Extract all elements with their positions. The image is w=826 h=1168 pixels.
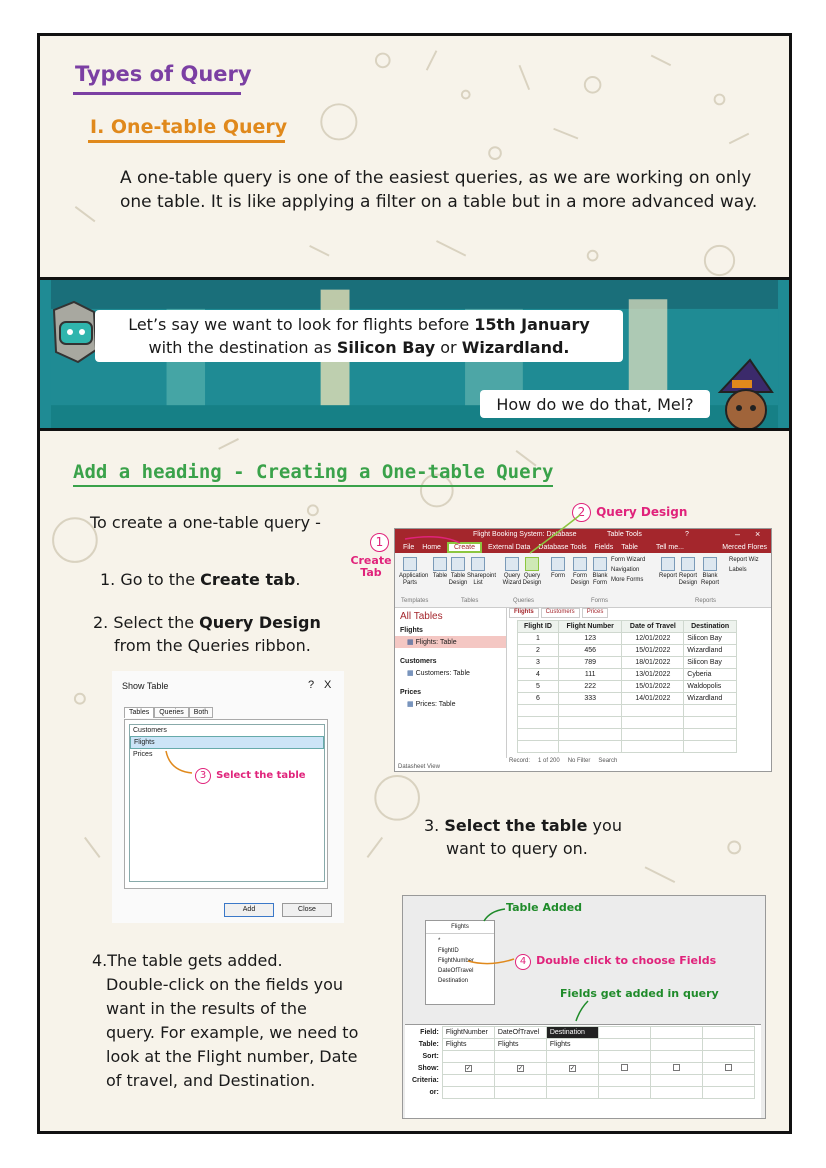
list-item-customers[interactable]: Customers [133, 727, 167, 734]
table-cell[interactable]: Cyberia [684, 669, 737, 681]
step-3-cont: want to query on. [446, 839, 588, 858]
step-4-line: query. For example, we need to [106, 1023, 359, 1042]
bubble-text: or [435, 338, 462, 357]
table-cell[interactable]: 456 [558, 645, 622, 657]
step-bold: Create tab [200, 570, 296, 589]
grid-cell[interactable]: Flights [494, 1039, 546, 1051]
grid-row-label: Field: [420, 1029, 439, 1036]
close-icon[interactable]: × [755, 529, 761, 539]
wizard-avatar [710, 358, 778, 438]
grid-row-label: Show: [417, 1065, 439, 1072]
callout-text: Select the table [216, 770, 306, 781]
table-cell[interactable]: 123 [558, 633, 622, 645]
column-header[interactable]: Destination [684, 621, 737, 633]
column-header[interactable]: Flight ID [518, 621, 559, 633]
step-4-line: Double-click on the fields you [106, 975, 344, 994]
table-cell[interactable]: 2 [518, 645, 559, 657]
grid-cell[interactable]: FlightNumber [442, 1027, 494, 1039]
table-cell[interactable]: Silicon Bay [684, 657, 737, 669]
dialogue-panel [37, 277, 792, 439]
ribbon-small-button[interactable]: More Forms [611, 577, 644, 583]
tab-tables[interactable]: Tables [124, 707, 154, 718]
speech-bubble-wizard: How do we do that, Mel? [480, 390, 710, 418]
field-list-item[interactable]: DateOfTravel [438, 968, 474, 974]
step-4-line: look at the Flight number, Date [106, 1047, 358, 1066]
callout-number: 4 [515, 954, 531, 970]
ribbon-group-label: Reports [695, 598, 717, 604]
table-cell[interactable]: Waldopolis [684, 681, 737, 693]
nav-item-label: Flights: Table [415, 639, 457, 646]
tab-fields[interactable]: Fields [594, 543, 614, 551]
ribbon-label: Form Design [570, 573, 590, 586]
bubble-destination: Wizardland. [461, 338, 570, 357]
table-cell[interactable]: 15/01/2022 [622, 645, 684, 657]
ribbon-group-label: Templates [401, 598, 429, 604]
callout-number: 1 [370, 533, 389, 552]
ribbon-label: Table Design [448, 573, 468, 586]
table-added-label: Table Added [506, 901, 583, 914]
grid-cell[interactable]: DateOfTravel [494, 1027, 546, 1039]
fields-added-label: Fields get added in query [560, 987, 719, 1000]
doc-tab[interactable]: Flights [509, 608, 539, 618]
ribbon-label: Blank Form [592, 573, 608, 586]
table-cell[interactable]: 5 [518, 681, 559, 693]
ribbon-group-label: Tables [461, 598, 479, 604]
ribbon-label: Sharepoint List [467, 573, 497, 586]
grid-row-label: Sort: [422, 1053, 439, 1060]
dialog-title: Show Table [122, 681, 169, 691]
callout-text: Double click to choose Fields [536, 954, 717, 967]
step-4-line: want in the results of the [106, 999, 307, 1018]
tab-table[interactable]: Table [621, 543, 638, 551]
table-cell[interactable]: 13/01/2022 [622, 669, 684, 681]
table-cell[interactable]: 4 [518, 669, 559, 681]
ribbon-group-label: Forms [591, 598, 608, 604]
checkbox-checked-icon[interactable]: ✓ [465, 1066, 471, 1072]
dialog-close-icon[interactable]: X [324, 679, 332, 691]
tab-create[interactable]: Create [449, 544, 480, 551]
grid-cell[interactable]: Flights [442, 1039, 494, 1051]
minimize-icon[interactable]: – [735, 529, 741, 539]
ribbon-small-button[interactable]: Navigation [611, 567, 640, 573]
step-text: . [295, 570, 301, 589]
grid-row-label: Criteria: [412, 1077, 439, 1084]
table-cell[interactable]: Wizardland [684, 693, 737, 705]
grid-cell[interactable]: Flights [546, 1039, 598, 1051]
subtitle-underline [88, 140, 285, 143]
callout-text: Query Design [596, 505, 688, 519]
callout-number: 3 [195, 768, 211, 784]
callout-number: 2 [572, 503, 591, 522]
step-4-line: 4.The table gets added. [92, 951, 283, 970]
table-cell[interactable]: 12/01/2022 [622, 633, 684, 645]
table-cell[interactable]: Silicon Bay [684, 633, 737, 645]
table-cell[interactable]: 789 [558, 657, 622, 669]
help-button[interactable]: ? [685, 531, 689, 538]
bubble-destination: Silicon Bay [336, 338, 436, 357]
page-title: Types of Query [75, 62, 252, 86]
ribbon-label: Form [551, 573, 565, 579]
step-bold: Select the table [444, 816, 588, 835]
ribbon-small-button[interactable]: Report Wiz [729, 557, 759, 563]
nav-item-label: Prices: Table [415, 701, 456, 708]
ribbon-label: Report [658, 573, 677, 579]
ribbon-label: Application Parts [399, 573, 429, 586]
field-list-item[interactable]: FlightNumber [438, 958, 475, 964]
step-4-line: of travel, and Destination. [106, 1071, 316, 1090]
user-name: Merced Flores [722, 543, 767, 551]
doc-tab[interactable]: Customers [541, 608, 580, 618]
search-box[interactable]: Search [598, 758, 618, 764]
tab-both[interactable]: Both [189, 707, 213, 718]
step-text: 1. Go to the [100, 570, 201, 589]
checkbox-checked-icon[interactable]: ✓ [569, 1066, 575, 1072]
bubble-text: Let’s say we want to look for flights before [128, 315, 475, 334]
title-underline [73, 92, 241, 95]
list-item-flights[interactable]: Flights [130, 736, 324, 749]
nav-group[interactable]: Prices [400, 689, 422, 696]
callout-arrows [40, 431, 792, 1134]
intro-panel [37, 33, 792, 283]
intro-paragraph: A one-table query is one of the easiest queries, as we are working on only one table. It is like applying a filter on a table but in a more advanced way. [120, 168, 758, 212]
status-bar-text: Datasheet View [398, 764, 440, 770]
nav-title: All Tables [400, 611, 443, 622]
tab-file[interactable]: File [403, 543, 415, 551]
table-cell[interactable]: 333 [558, 693, 622, 705]
intro-text: To create a one-table query - [90, 513, 321, 532]
grid-row-label: Table: [418, 1041, 439, 1048]
ribbon-label: Query Wizard [502, 573, 522, 586]
robot-avatar [48, 300, 100, 364]
table-tools-label: Table Tools [607, 531, 642, 538]
close-button[interactable]: Close [282, 903, 332, 917]
tell-me-box[interactable]: Tell me... [655, 543, 684, 551]
list-item-prices[interactable]: Prices [133, 751, 153, 758]
tab-external-data[interactable]: External Data [487, 543, 531, 551]
table-icon: ▦ [407, 639, 416, 646]
step-text: 3. [424, 816, 445, 835]
step-bold: Query Design [199, 613, 321, 632]
table-cell[interactable]: 3 [518, 657, 559, 669]
nav-group[interactable]: Customers [400, 658, 437, 665]
ribbon-label: Report Design [678, 573, 698, 586]
section-subtitle: I. One-table Query [90, 116, 288, 138]
bubble-date: 15th January [474, 315, 590, 334]
dialog-help-button[interactable]: ? [308, 679, 315, 691]
tutorial-panel [37, 428, 792, 1134]
table-cell[interactable]: 14/01/2022 [622, 693, 684, 705]
bubble-text: with the destination as [148, 338, 337, 357]
step-text: 2. Select the [93, 613, 200, 632]
tab-database-tools[interactable]: Database Tools [538, 543, 587, 551]
grid-row-label: or: [429, 1089, 439, 1096]
ribbon-small-button[interactable]: Labels [729, 567, 747, 573]
checkbox-checked-icon[interactable]: ✓ [517, 1066, 523, 1072]
table-cell[interactable]: 15/01/2022 [622, 681, 684, 693]
doc-tab[interactable]: Prices [582, 608, 609, 618]
nav-item-label: Customers: Table [415, 670, 470, 677]
add-button[interactable]: Add [224, 903, 274, 917]
ribbon-label: Table [432, 573, 448, 579]
ribbon-small-button[interactable]: Form Wizard [611, 557, 646, 563]
section-heading: Add a heading - Creating a One-table Query [73, 461, 554, 483]
grid-cell[interactable]: Destination [546, 1027, 598, 1039]
table-cell[interactable]: Wizardland [684, 645, 737, 657]
no-filter-button[interactable]: No Filter [567, 758, 591, 764]
nav-group[interactable]: Flights [400, 627, 423, 634]
step-2-cont: from the Queries ribbon. [114, 636, 311, 655]
field-list-title: Flights [426, 921, 494, 934]
field-list-item[interactable]: * [438, 938, 441, 944]
table-icon: ▦ [407, 701, 416, 708]
field-list-item[interactable]: FlightID [438, 948, 459, 954]
callout-text: Create Tab [350, 554, 392, 579]
tab-queries[interactable]: Queries [154, 707, 189, 718]
table-icon: ▦ [407, 670, 416, 677]
window-title: Flight Booking System: Database [473, 531, 577, 538]
column-header[interactable]: Flight Number [558, 621, 622, 633]
tab-home[interactable]: Home [422, 543, 441, 551]
record-label: Record: [509, 758, 531, 764]
speech-bubble-robot [95, 310, 623, 362]
table-cell[interactable]: 111 [558, 669, 622, 681]
table-cell[interactable]: 6 [518, 693, 559, 705]
ribbon-label: Query Design [522, 573, 542, 586]
ribbon-group-label: Queries [513, 598, 535, 604]
ribbon-label: Blank Report [700, 573, 719, 586]
table-cell[interactable]: 222 [558, 681, 622, 693]
record-position[interactable]: 1 of 200 [538, 758, 560, 764]
table-cell[interactable]: 18/01/2022 [622, 657, 684, 669]
field-list-item[interactable]: Destination [438, 978, 469, 984]
column-header[interactable]: Date of Travel [622, 621, 684, 633]
table-cell[interactable]: 1 [518, 633, 559, 645]
step-text: you [587, 816, 622, 835]
